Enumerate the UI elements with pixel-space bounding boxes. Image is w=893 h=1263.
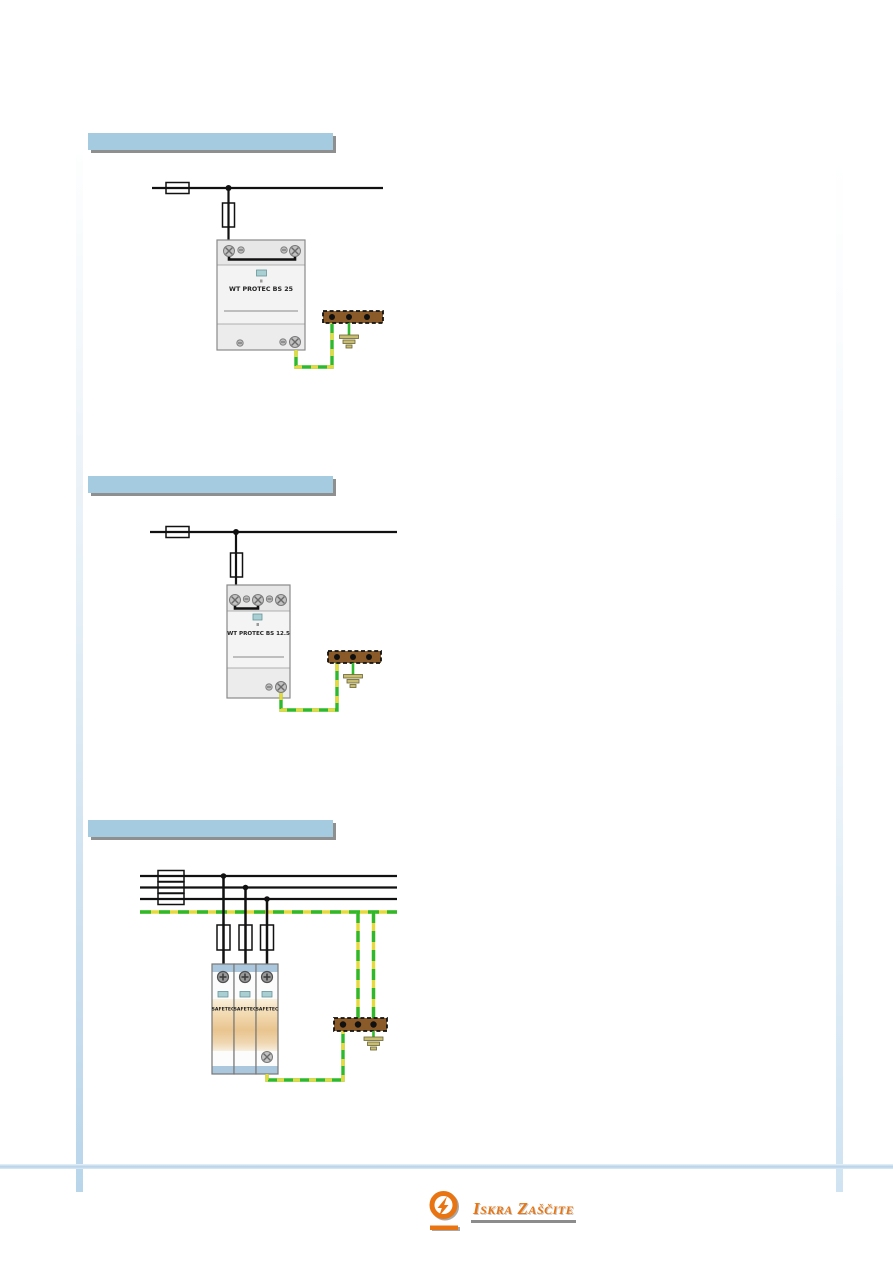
status-indicator-window <box>262 992 272 998</box>
module-label: SAFETEC <box>255 1007 279 1013</box>
screw-terminal-icon <box>243 596 249 602</box>
ground-icon <box>364 1037 383 1050</box>
spd-device-1 <box>217 240 305 350</box>
device-label: WT PROTEC BS 12.5 <box>227 631 290 637</box>
spd-module-3 <box>256 964 279 1074</box>
diagram-1-single-spd <box>152 183 383 368</box>
ground-icon <box>344 675 363 688</box>
junction-dot <box>221 873 227 879</box>
diagram-3-three-pole-spd <box>140 871 397 1081</box>
screw-terminal-icon <box>280 339 286 345</box>
equipotential-busbar <box>323 311 383 323</box>
brand-logo <box>426 1189 576 1233</box>
screw-terminal-icon <box>240 972 251 983</box>
junction-dot <box>264 896 270 902</box>
screw-terminal-icon <box>262 1052 273 1063</box>
status-indicator-window <box>218 992 228 998</box>
spd-module-1 <box>212 964 235 1074</box>
indicator-mark <box>257 623 260 626</box>
module-label: SAFETEC <box>211 1007 235 1013</box>
screw-terminal-icon <box>218 972 229 983</box>
screw-terminal-icon <box>224 246 235 257</box>
spd-module-2 <box>234 964 257 1074</box>
ground-icon <box>340 335 359 348</box>
equipotential-busbar <box>328 651 381 663</box>
junction-dot <box>243 885 249 891</box>
screw-terminal-icon <box>253 595 264 606</box>
screw-terminal-icon <box>238 247 244 253</box>
status-indicator-window <box>257 270 267 276</box>
diagram-2-single-spd <box>150 527 397 711</box>
spd-device-2 <box>227 585 290 698</box>
brand-name: Iskra Zaščite <box>471 1199 576 1223</box>
screw-terminal-icon <box>262 972 273 983</box>
screw-terminal-icon <box>237 340 243 346</box>
screw-terminal-icon <box>281 247 287 253</box>
module-label: SAFETEC <box>233 1007 257 1013</box>
screw-terminal-icon <box>230 595 241 606</box>
screw-terminal-icon <box>276 682 287 693</box>
screw-terminal-icon <box>290 337 301 348</box>
screw-terminal-icon <box>266 684 272 690</box>
lightning-emblem-icon <box>426 1189 462 1233</box>
device-label: WT PROTEC BS 25 <box>229 286 293 293</box>
screw-terminal-icon <box>266 596 272 602</box>
status-indicator-window <box>253 614 262 620</box>
equipotential-busbar <box>334 1018 387 1031</box>
junction-dot <box>226 185 232 191</box>
status-indicator-window <box>240 992 250 998</box>
screw-terminal-icon <box>276 595 287 606</box>
junction-dot <box>233 529 239 535</box>
indicator-mark <box>260 280 263 283</box>
screw-terminal-icon <box>290 246 301 257</box>
